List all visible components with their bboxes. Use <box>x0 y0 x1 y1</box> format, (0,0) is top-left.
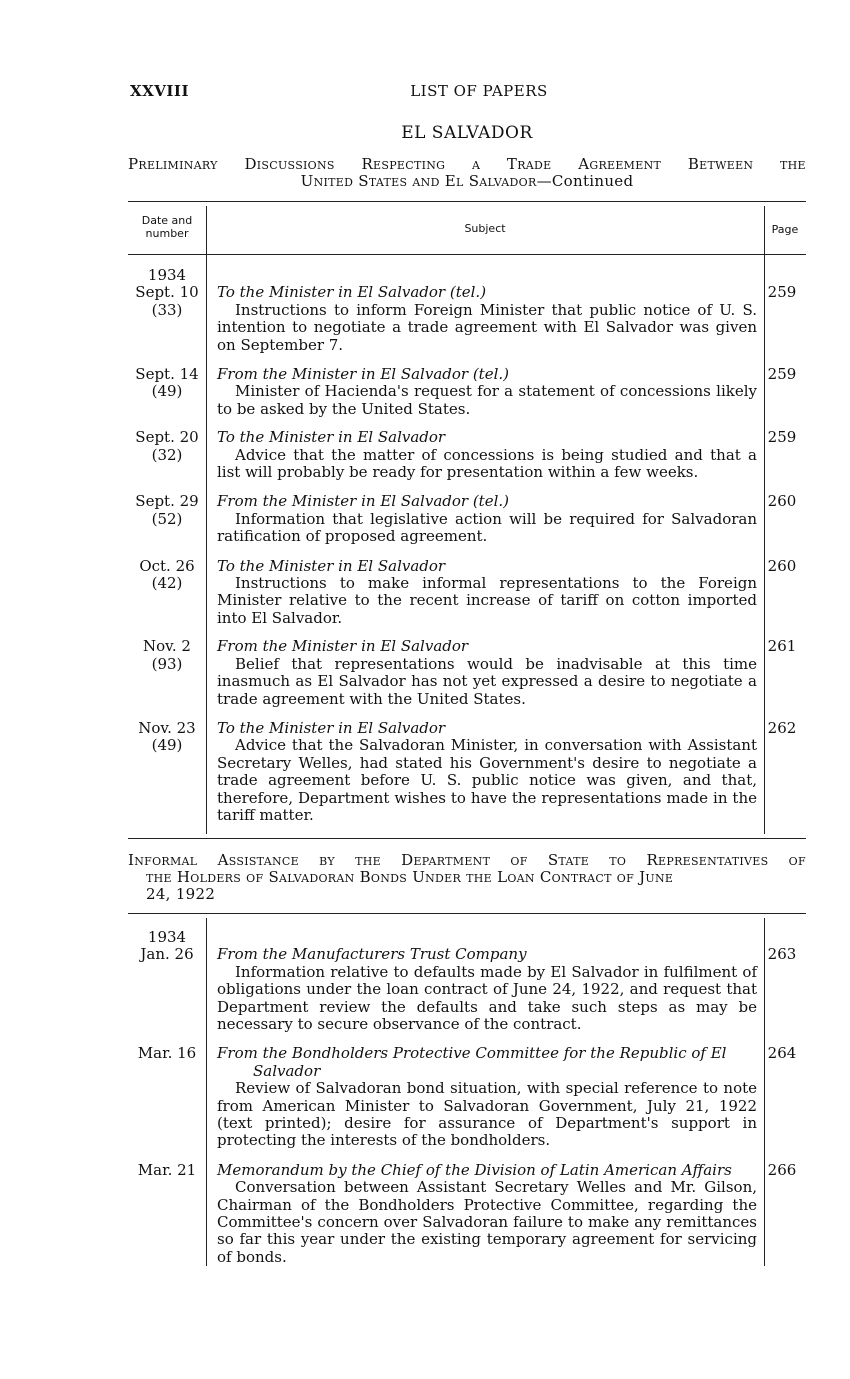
entry-page-number: 260 <box>767 556 797 575</box>
entry-description: Conversation between Assistant Secretary Welles and Mr. Gilson, Chairman of the Bondholders Protective Committee, regarding the Committee's concern over Salvadoran failure to make any remittances so far this year under the existing temporary agreement for servicing of bonds. <box>217 1178 757 1266</box>
entry-number: (52) <box>151 509 183 528</box>
column-header-subject: Subject <box>464 222 506 235</box>
heading-word: Department <box>401 851 491 869</box>
entry-date-text: Nov. 23 <box>138 718 196 737</box>
entry-subject <box>217 929 757 1033</box>
list-item <box>128 638 806 708</box>
entry-description: Advice that the Salvadoran Minister, in conversation with Assistant Secretary Welles, had stated his Government's desire to negotiate a trade agreement before U. S. public notice was given, and that, therefore, Department wishes to have the representations made in the tariff matter. <box>217 736 757 824</box>
entry-description: Information relative to defaults made by El Salvador in fulfilment of obligations under the loan contract of June 24, 1922, and request that Department review the defaults and take such steps as may be necessary to secure observance of the contract. <box>217 962 757 1034</box>
entry-subject <box>217 1045 757 1149</box>
entry-description: Advice that the matter of concessions is being studied and that a list will probably be ready for presentation within a few weeks. <box>217 445 757 482</box>
entry-date <box>128 638 206 708</box>
entry-date-text: Jan. 26 <box>140 945 194 964</box>
entries-bond-holders <box>128 929 806 1266</box>
entry-page-number: 260 <box>767 492 797 511</box>
entry-year: 1934 <box>147 928 187 946</box>
page-folio: XXVIII <box>130 82 189 100</box>
list-item <box>128 558 806 628</box>
entry-subject <box>217 558 757 628</box>
list-item <box>128 1045 806 1149</box>
entry-number: (93) <box>151 654 183 673</box>
heading-word: Representatives <box>646 851 769 869</box>
entry-title-continuation: Salvador <box>253 1061 321 1080</box>
entry-title <box>217 493 757 510</box>
heading-word: State <box>547 851 590 869</box>
section-heading-trade-agreement <box>128 156 806 190</box>
entry-description: Instructions to inform Foreign Minister that public notice of U. S. intention to negotiate a trade agreement with El Salvador was given on September 7. <box>217 300 757 354</box>
heading-word: the <box>780 155 806 173</box>
running-head <box>128 82 806 102</box>
entry-date-text: Sept. 29 <box>135 492 199 511</box>
heading-word: Agreement <box>578 155 662 173</box>
entry-date <box>128 1045 206 1149</box>
entry-title-text: From the Manufacturers Trust Company <box>217 945 527 964</box>
running-title: LIST OF PAPERS <box>410 82 548 100</box>
section-heading-text: the Holders of Salvadoran Bonds Under the Loan Contract of June <box>146 868 674 886</box>
section-heading-bond-holders <box>128 852 806 903</box>
list-item <box>128 267 806 354</box>
entry-title <box>217 1045 757 1080</box>
section-heading-text: United States and El Salvador <box>300 172 537 190</box>
entry-date <box>128 1162 206 1266</box>
list-item <box>128 493 806 545</box>
list-item <box>128 929 806 1033</box>
entry-description: Minister of Hacienda's request for a statement of concessions likely to be asked by the United States. <box>217 382 757 418</box>
entry-title-text: Memorandum by the Chief of the Division of Latin American Affairs <box>217 1160 732 1179</box>
heading-word: Discussions <box>244 155 335 173</box>
entry-number: (49) <box>151 736 183 755</box>
section-heading-line <box>128 173 806 190</box>
heading-word: Informal <box>128 851 198 869</box>
continued-label: —Continued <box>536 172 634 190</box>
entry-date-text: Sept. 14 <box>135 365 199 384</box>
entry-title <box>217 366 757 383</box>
entry-page-number: 259 <box>767 365 797 384</box>
entry-number: (42) <box>151 574 183 593</box>
section-heading-line <box>128 156 806 173</box>
heading-word: Respecting <box>361 155 446 173</box>
entry-title <box>217 1162 757 1179</box>
entry-date <box>128 558 206 628</box>
entry-title-text: To the Minister in El Salvador <box>217 428 446 447</box>
heading-word: a <box>471 155 481 173</box>
table-header-rule <box>128 254 806 255</box>
entry-title <box>217 284 757 301</box>
entry-year: 1934 <box>147 266 187 284</box>
entry-page-number: 261 <box>767 637 797 656</box>
entry-title-text: From the Minister in El Salvador (tel.) <box>217 492 510 511</box>
entry-subject <box>217 493 757 545</box>
entry-title <box>217 429 757 446</box>
table-top-rule <box>128 913 806 914</box>
list-item <box>128 366 806 418</box>
heading-word: Preliminary <box>128 155 218 173</box>
section-heading-text: 24, 1922 <box>146 885 216 903</box>
entry-description: Belief that representations would be inadvisable at this time inasmuch as El Salvador has not yet expressed a desire to negotiate a trade agreement with the United States. <box>217 654 757 708</box>
entry-page-number: 262 <box>767 718 797 737</box>
entry-date <box>128 493 206 545</box>
entry-title <box>217 638 757 655</box>
entry-number: (49) <box>151 382 183 401</box>
list-item <box>128 429 806 481</box>
heading-word: to <box>609 851 627 869</box>
heading-word: Trade <box>506 155 552 173</box>
entry-title <box>217 720 757 737</box>
entry-description: Instructions to make informal representations to the Foreign Minister relative to the recent increase of tariff on cotton imported into El Salvador. <box>217 574 757 627</box>
entry-date-text: Sept. 20 <box>135 428 199 447</box>
entry-subject <box>217 366 757 418</box>
table-top-rule <box>128 201 806 202</box>
entry-page-number: 263 <box>767 945 797 964</box>
entry-subject <box>217 267 757 354</box>
column-header-page: Page <box>771 223 799 236</box>
entry-subject <box>217 720 757 824</box>
entry-date <box>128 929 206 1033</box>
entry-date <box>128 366 206 418</box>
entry-page-number: 266 <box>767 1160 797 1179</box>
entry-date-text: Mar. 16 <box>137 1044 197 1063</box>
heading-word: Assistance <box>217 851 299 869</box>
list-item <box>128 1162 806 1266</box>
entry-page-number: 259 <box>767 428 797 447</box>
entry-date-text: Sept. 10 <box>135 283 199 302</box>
entry-title-text: To the Minister in El Salvador (tel.) <box>217 283 487 302</box>
entry-page-number: 264 <box>767 1044 797 1063</box>
entry-title <box>217 558 757 575</box>
entry-date <box>128 267 206 354</box>
entry-subject <box>217 1162 757 1266</box>
entry-page-number: 259 <box>767 283 797 302</box>
entry-number: (32) <box>151 445 183 464</box>
list-item <box>128 720 806 824</box>
entry-date-text: Nov. 2 <box>143 637 191 656</box>
table-bottom-rule <box>128 838 806 839</box>
entry-title-text: From the Bondholders Protective Committee for the Republic of El <box>217 1044 727 1063</box>
entry-title <box>217 946 757 963</box>
heading-word: by <box>319 851 335 869</box>
entry-description: Review of Salvadoran bond situation, with special reference to note from American Minister to Salvadoran Government, July 21, 1922 (text printed); desire for assurance of Department's support in protecting the interests of the bondholders. <box>217 1079 757 1150</box>
section-heading-line <box>128 852 806 869</box>
entry-title-text: From the Minister in El Salvador <box>217 637 469 656</box>
entry-date <box>128 720 206 824</box>
entry-title-text: To the Minister in El Salvador <box>217 718 446 737</box>
column-header-date: Date and number <box>141 214 193 240</box>
heading-word: the <box>355 851 381 869</box>
entry-title-text: From the Minister in El Salvador (tel.) <box>217 365 510 384</box>
entry-date <box>128 429 206 481</box>
entries-trade-agreement <box>128 267 806 824</box>
entry-date-text: Mar. 21 <box>137 1160 197 1179</box>
entry-title-text: To the Minister in El Salvador <box>217 556 446 575</box>
heading-word: of <box>788 851 806 869</box>
entry-subject <box>217 638 757 708</box>
heading-word: Between <box>687 155 754 173</box>
heading-word: of <box>510 851 528 869</box>
entry-subject <box>217 429 757 481</box>
entry-description: Information that legislative action will be required for Salvadoran ratification of proposed agreement. <box>217 509 757 546</box>
entry-date-text: Oct. 26 <box>139 556 195 575</box>
entry-number: (33) <box>151 300 183 319</box>
country-heading: EL SALVADOR <box>401 123 533 143</box>
